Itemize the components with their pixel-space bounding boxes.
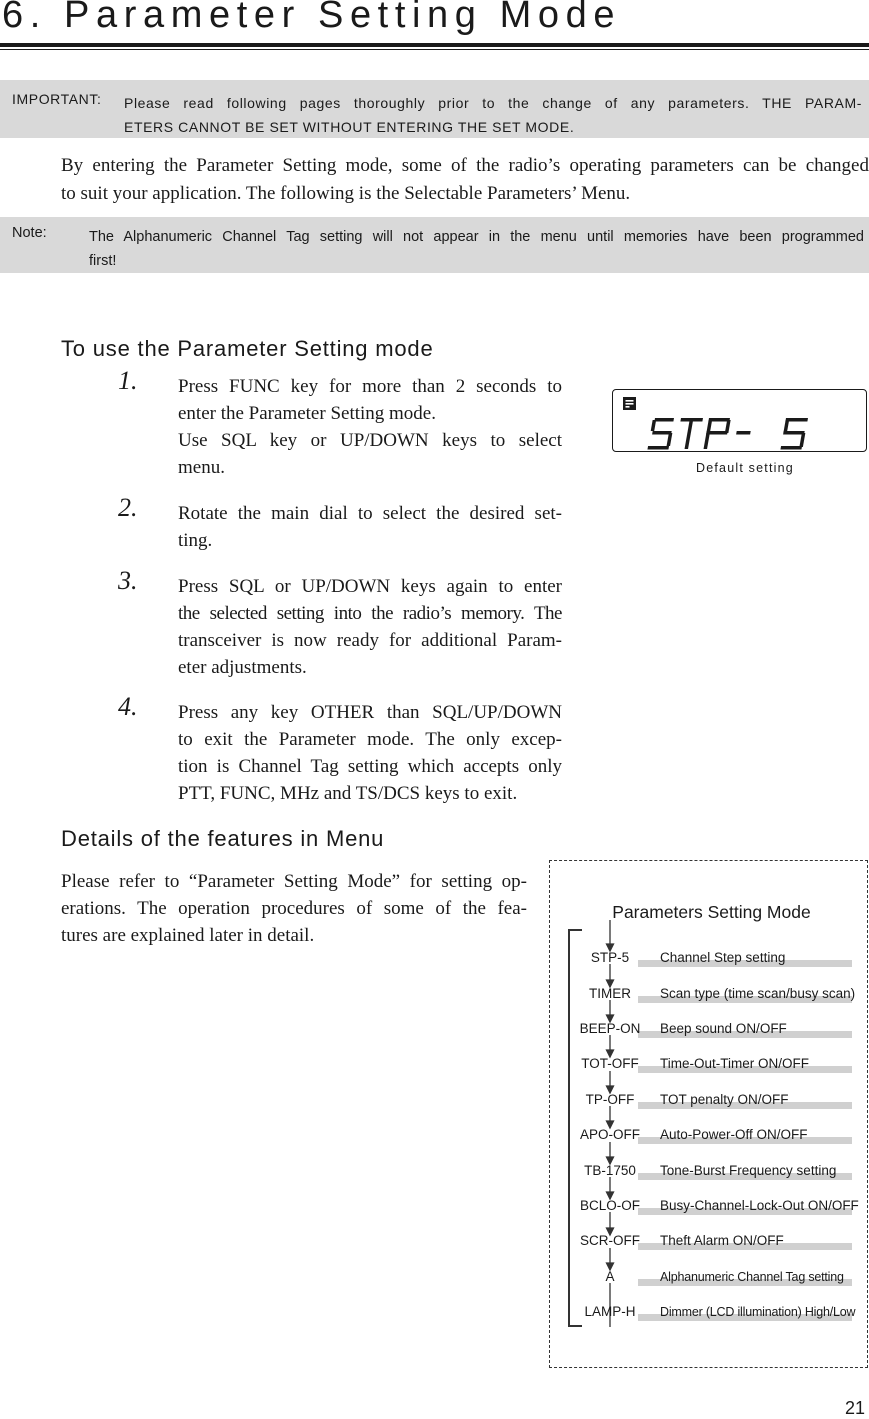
menu-item-desc: Beep sound ON/OFF [660, 1021, 787, 1036]
page-title: 6. Parameter Setting Mode [2, 0, 622, 36]
title-rule-thin [0, 49, 869, 50]
details-paragraph [61, 868, 527, 949]
step-line: Use SQL key or UP/DOWN keys to select [178, 430, 562, 451]
menu-item-code: BCLO-OF [579, 1198, 640, 1213]
flow-arrow-down-icon [607, 1035, 614, 1057]
step-line: to exit the Parameter mode. The only excep- [178, 729, 562, 750]
step-line: Press SQL or UP/DOWN keys again to enter [178, 576, 562, 597]
menu-item-code: TB-1750 [584, 1163, 636, 1178]
menu-item-desc: Channel Step setting [660, 950, 786, 965]
menu-item-code: LAMP-H [584, 1304, 636, 1319]
important-line: ETERS CANNOT BE SET WITHOUT ENTERING THE SET MODE. [124, 119, 575, 135]
note-text [89, 225, 864, 273]
step-line: enter the Parameter Setting mode. [178, 403, 436, 424]
menu-item-code: TIMER [589, 986, 631, 1001]
important-text [124, 91, 862, 139]
note-line: The Alphanumeric Channel Tag setting will not appear in the menu until memories have been programmed [89, 229, 864, 245]
important-line: Please read following pages thoroughly prior to the change of any parameters. THE PARAM- [124, 95, 862, 111]
step-text [178, 500, 562, 554]
flow-arrow-down-icon [607, 1248, 614, 1270]
flow-arrow-down-icon [607, 1177, 614, 1199]
step-line: eter adjustments. [178, 657, 307, 678]
menu-item-desc: Alphanumeric Channel Tag setting [660, 1270, 844, 1284]
step-number: 3. [118, 566, 138, 595]
lcd-segments [613, 390, 865, 450]
step-line: tion is Channel Tag setting which accepts only [178, 756, 562, 777]
step-text [178, 373, 562, 481]
title-rule-thick [0, 43, 869, 47]
step-line: Rotate the main dial to select the desired set- [178, 503, 562, 524]
lcd-caption: Default setting [696, 461, 794, 475]
details-heading: Details of the features in Menu [61, 826, 385, 851]
step-text [178, 573, 562, 681]
details-line: Please refer to “Parameter Setting Mode” for setting op- [61, 871, 527, 892]
menu-item-desc: Scan type (time scan/busy scan) [660, 986, 856, 1001]
menu-item-code: SCR-OFF [580, 1233, 640, 1248]
intro-line: to suit your application. The following is the Selectable Parameters’ Menu. [61, 183, 631, 204]
menu-item-code: BEEP-ON [579, 1021, 641, 1036]
menu-item-desc: Dimmer (LCD illumination) High/Low [660, 1305, 856, 1319]
menu-diagram-title: Parameters Setting Mode [612, 902, 811, 922]
page-number: 21 [845, 1398, 866, 1418]
step-line: ting. [178, 530, 213, 551]
step-line: PTT, FUNC, MHz and TS/DCS keys to exit. [178, 783, 518, 804]
step-number: 2. [118, 493, 138, 522]
step-text [178, 699, 562, 807]
usage-heading: To use the Parameter Setting mode [61, 336, 434, 361]
flow-arrow-down-icon [607, 1106, 614, 1128]
step-line: the selected setting into the radio’s memory. The [178, 603, 562, 624]
step-line: Press any key OTHER than SQL/UP/DOWN [178, 702, 562, 723]
intro-paragraph [61, 152, 869, 208]
step-line: transceiver is now ready for additional Param- [178, 630, 562, 651]
menu-item-desc: Auto-Power-Off ON/OFF [660, 1127, 808, 1142]
menu-item-code: TP-OFF [585, 1092, 635, 1107]
menu-item-code: STP-5 [590, 950, 630, 965]
menu-item-desc: Busy-Channel-Lock-Out ON/OFF [660, 1198, 859, 1213]
note-line: first! [89, 253, 117, 269]
lcd-display [612, 389, 867, 452]
menu-item-code: A [605, 1269, 615, 1284]
intro-line: By entering the Parameter Setting mode, some of the radio’s operating parameters can be changed [61, 155, 869, 176]
flow-arrow-down-icon [607, 1071, 614, 1093]
lcd-seg-chars [647, 418, 808, 450]
menu-item-code: TOT-OFF [581, 1056, 639, 1071]
flow-arrow-down-icon [607, 1142, 614, 1164]
details-line: erations. The operation procedures of some of the fea- [61, 898, 527, 919]
flow-arrow-down-icon [607, 1000, 614, 1022]
step-number: 4. [118, 692, 138, 721]
step-line: Press FUNC key for more than 2 seconds to [178, 376, 562, 397]
flow-arrow-down-icon [607, 920, 614, 951]
menu-item-desc: Tone-Burst Frequency setting [660, 1163, 837, 1178]
flow-arrow-down-icon [607, 964, 614, 987]
step-line: menu. [178, 457, 225, 478]
function-icon [623, 397, 636, 410]
step-number: 1. [118, 366, 138, 395]
menu-item-code: APO-OFF [580, 1127, 640, 1142]
menu-diagram-frame [549, 860, 868, 1368]
menu-item-desc: TOT penalty ON/OFF [660, 1092, 789, 1107]
menu-item-desc: Theft Alarm ON/OFF [660, 1233, 784, 1248]
note-label: Note: [12, 225, 47, 241]
flow-arrow-down-icon [607, 1212, 614, 1235]
menu-item-desc: Time-Out-Timer ON/OFF [660, 1056, 809, 1071]
important-label: IMPORTANT: [12, 91, 102, 107]
details-line: tures are explained later in detail. [61, 925, 315, 946]
